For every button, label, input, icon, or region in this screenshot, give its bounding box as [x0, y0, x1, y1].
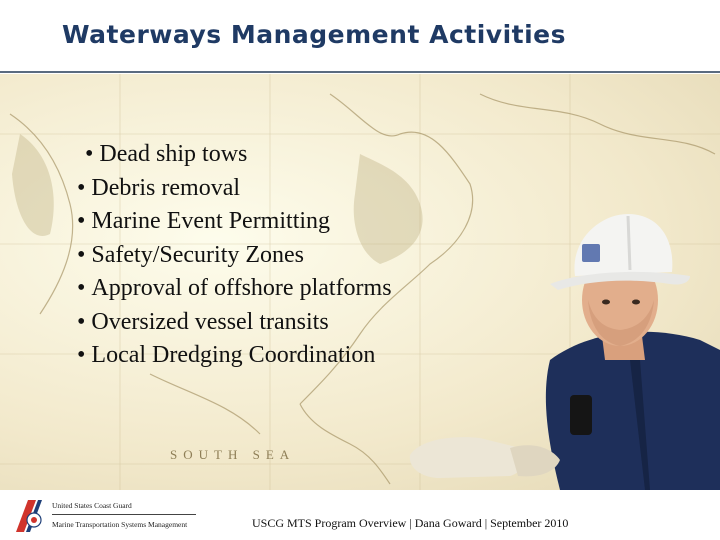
bullet-text: Oversized vessel transits: [91, 308, 329, 335]
bullet-item-marine-event-permitting: [77, 205, 392, 239]
org-name: United States Coast Guard: [52, 501, 132, 510]
work-glove-icon: [410, 437, 524, 478]
radio-icon: [570, 395, 592, 435]
bullet-glyph: •: [77, 308, 86, 335]
activities-bullet-list: [77, 138, 392, 373]
bullet-text: Local Dredging Coordination: [91, 342, 376, 368]
slide-title: Waterways Management Activities: [62, 20, 567, 49]
bullet-glyph: •: [77, 342, 86, 368]
bullet-item-local-dredging: [77, 339, 392, 373]
coast-guard-racing-stripe-icon: [12, 500, 46, 532]
bullet-glyph: •: [77, 241, 86, 268]
bullet-item-offshore-platforms: [77, 272, 392, 306]
title-divider: [0, 71, 720, 73]
bullet-glyph: •: [77, 275, 86, 301]
bullet-text: Approval of offshore platforms: [91, 275, 392, 301]
bullet-text: Dead ship tows: [99, 141, 248, 167]
footer-divider: [52, 514, 196, 515]
bullet-glyph: •: [85, 141, 94, 167]
coast-guard-worker-photo: [400, 210, 720, 490]
bullet-text: Safety/Security Zones: [91, 241, 305, 268]
bullet-text: Marine Event Permitting: [91, 208, 331, 234]
program-name: Marine Transportation Systems Management: [52, 520, 188, 529]
bullet-item-dead-ship-tows: [77, 138, 392, 172]
uscg-emblem-icon: [582, 244, 600, 262]
bullet-item-oversized-vessel-transits: [77, 306, 392, 340]
bullet-text: Debris removal: [91, 174, 241, 201]
bullet-glyph: •: [77, 174, 86, 201]
slide-footer: [0, 490, 720, 540]
bullet-item-debris-removal: [77, 172, 392, 206]
bullet-item-safety-security-zones: [77, 239, 392, 273]
map-label-south-sea: SOUTH SEA: [170, 447, 296, 462]
bullet-glyph: •: [77, 208, 86, 234]
footer-caption: USCG MTS Program Overview | Dana Goward | September 2010: [252, 516, 569, 530]
